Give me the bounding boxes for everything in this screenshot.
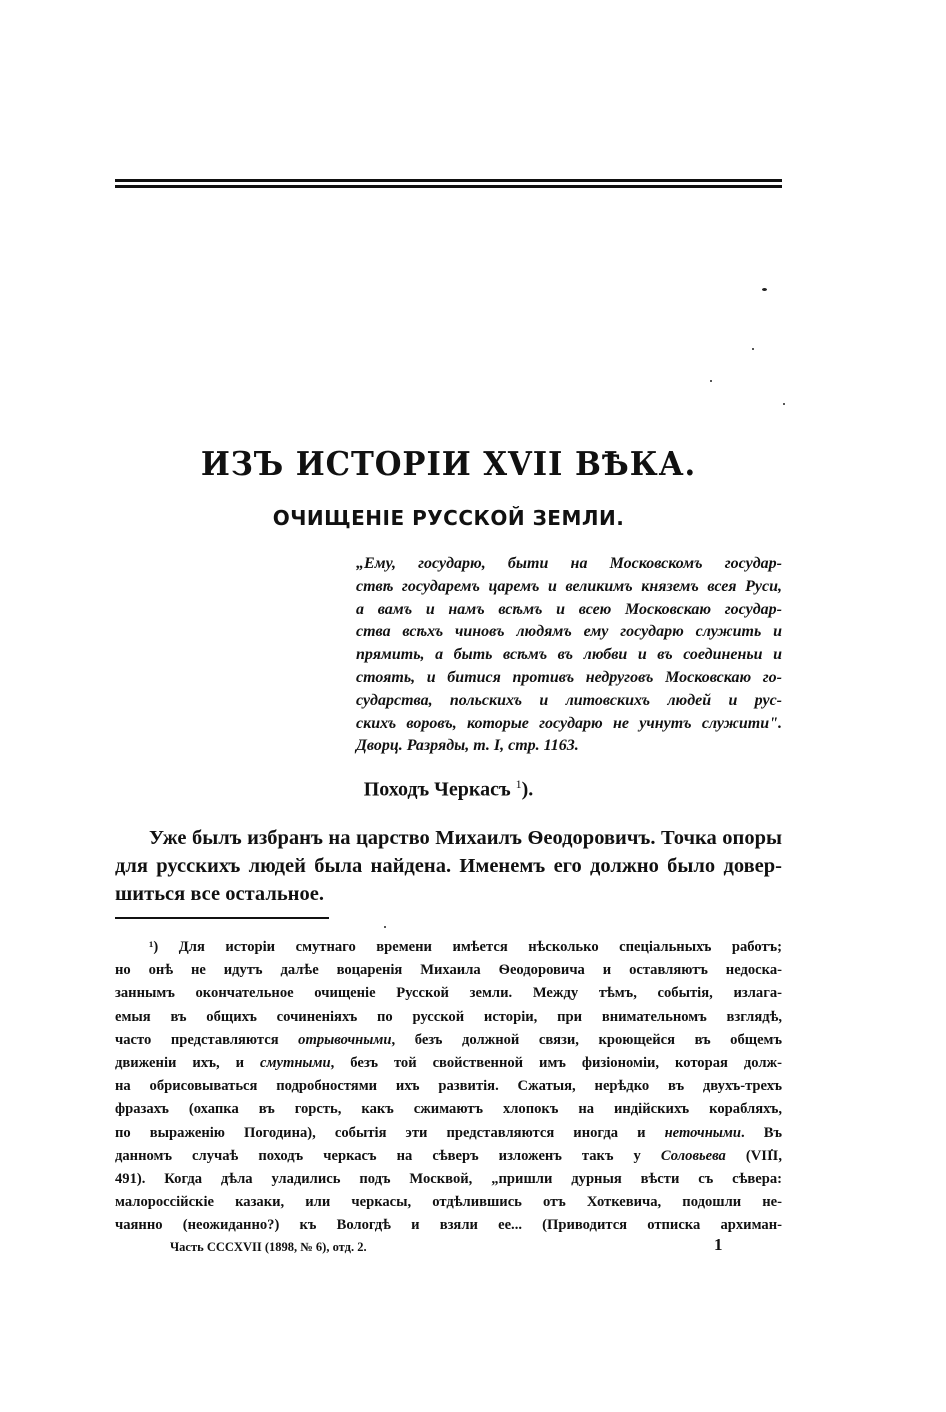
epigraph-citation: Дворц. Разряды, т. I, стр. 1163. [356, 737, 579, 755]
footnote-line: емыя въ общихъ сочиненіяхъ по русской исторіи, при внимательномъ взглядѣ, [115, 1008, 782, 1025]
epigraph-line: прямить, а быть всѣмъ въ любви и въ соединеньи и [356, 646, 782, 664]
footnote-separator [115, 917, 329, 919]
page-number: 1 [714, 1235, 723, 1254]
top-double-rule-lower [115, 185, 782, 188]
top-double-rule-upper [115, 179, 782, 182]
epigraph-line: „Ему, государю, быти на Московскомъ государ- [356, 555, 782, 572]
print-speck [752, 348, 754, 350]
footnote-line: движеніи ихъ, и смутными, безъ той свойственной имъ физіономіи, которая долж- [115, 1055, 782, 1072]
body-line: для русскихъ людей была найдена. Именемъ его должно было довер- [115, 855, 782, 877]
footnote-line: 491). Когда дѣла уладились подъ Москвой, „пришли дурныя вѣсти съ сѣвера: [115, 1171, 782, 1188]
footnote-line: заннымъ окончательное очищеніе Русской земли. Между тѣмъ, событія, излага- [115, 985, 782, 1002]
print-speck [783, 403, 785, 405]
footnote-line: ¹) Для исторіи смутнаго времени имѣется нѣсколько спеціальныхъ работъ; [149, 939, 782, 955]
journal-issue-footer: Часть CCCXVII (1898, № 6), отд. 2. [170, 1240, 367, 1254]
section-heading [115, 777, 782, 802]
footnote-line: данномъ случаѣ походъ черкасъ на сѣверъ изложенъ такъ у Соловьева (VIII, [115, 1147, 782, 1164]
body-paragraph [115, 824, 782, 908]
footnote-line: чаянно (неожиданно?) къ Вологдѣ и взяли ее... (Приводится отписка архиман- [115, 1217, 782, 1234]
epigraph-line: скихъ воровъ, которые государю не учнутъ служити". [356, 714, 782, 732]
footnote-reference[interactable]: 1 [515, 777, 522, 791]
footnote-line: малороссійскіе казаки, или черкасы, отдѣлившись отъ Хоткевича, подошли не- [115, 1194, 782, 1211]
footnote-line: часто представляются отрывочными, безъ должной связи, кроющейся въ общемъ [115, 1031, 782, 1048]
footnote [115, 936, 782, 1238]
epigraph-line: а вамъ и намъ всѣмъ и всею Московскаю государ- [356, 600, 782, 618]
section-heading-close: ). [521, 778, 534, 801]
print-speck [384, 926, 386, 928]
print-speck [762, 288, 767, 291]
section-heading-text: Походъ Черкасъ [363, 778, 516, 801]
article-title: ИЗЪ ИСТОРІИ XVII ВѢКА. [200, 444, 697, 483]
epigraph-line: ствѣ государемъ царемъ и великимъ княземъ всея Руси, [356, 577, 782, 595]
epigraph-line: ства всѣхъ чиновъ людямъ ему государю служить и [356, 623, 782, 641]
epigraph-line: сударства, польскихъ и литовскихъ людей и рус- [356, 691, 782, 709]
epigraph-line: стоять, и битися противъ недруговъ Московскаю го- [356, 668, 782, 686]
print-speck [710, 380, 712, 382]
footnote-line: но онѣ не идутъ далѣе воцаренія Михаила Ѳеодоровича и оставляютъ недоска- [115, 962, 782, 979]
body-line: шиться все остальное. [115, 883, 324, 905]
footnote-line: на обрисовываться подробностями ихъ развитія. Сжатыя, нерѣдко въ двухъ-трехъ [115, 1078, 782, 1095]
footnote-line: по выраженію Погодина), событія эти представляются иногда и неточными. Въ [115, 1124, 782, 1141]
footnote-line: фразахъ (охапка въ горсть, какъ сжимаютъ хлопокъ на индійскихъ корабляхъ, [115, 1101, 782, 1118]
epigraph [356, 553, 782, 758]
body-line: Уже былъ избранъ на царство Михаилъ Ѳеодоровичъ. Точка опоры [149, 827, 782, 849]
article-subtitle: ОЧИЩЕНІЕ РУССКОЙ ЗЕМЛИ. [272, 506, 625, 530]
